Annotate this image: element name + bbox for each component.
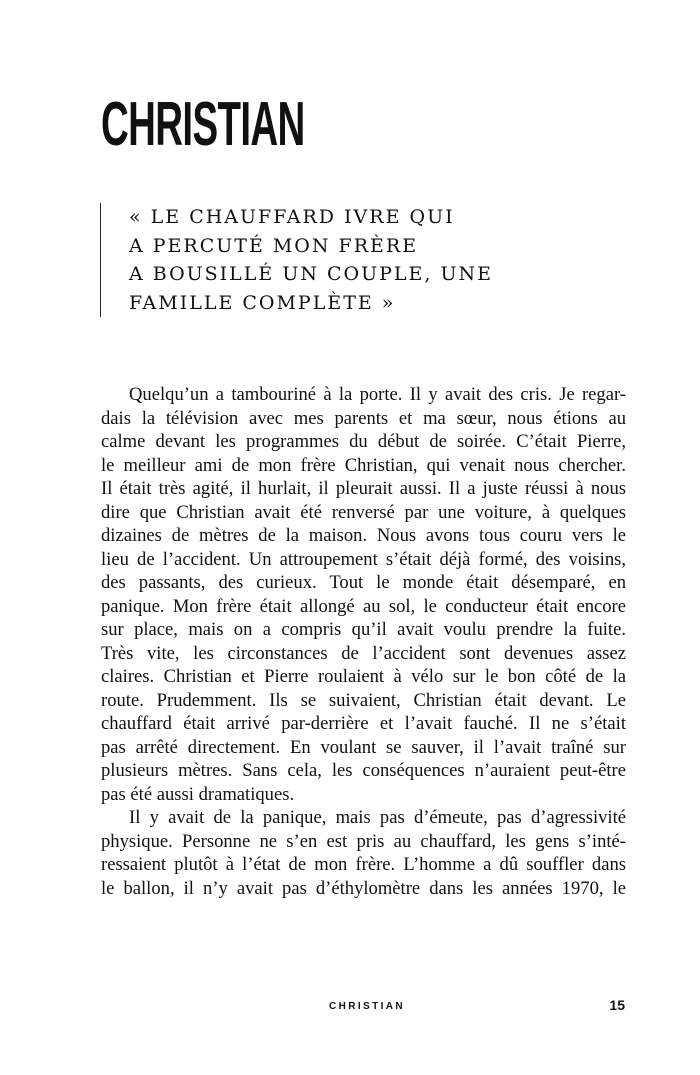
body-line: Très vite, les circonstances de l’accident sont devenues assez [101, 642, 626, 664]
body-line: Il y avait de la panique, mais pas d’émeute, pas d’agressivité [129, 807, 626, 828]
epigraph-quote [100, 203, 649, 317]
body-line: dais la télévision avec mes parents et ma sœur, nous étions au [101, 407, 626, 429]
body-line: dizaines de mètres de la maison. Nous avons tous couru vers le [101, 525, 626, 546]
body-text [101, 383, 626, 900]
running-footer-title: CHRISTIAN [329, 1001, 406, 1012]
epigraph-line: A BOUSILLÉ UN COUPLE, UNE [129, 263, 493, 285]
body-line: chauffard était arrivé par-derrière et l’avait fauché. Il ne s’était [101, 713, 626, 734]
epigraph-line: « LE CHAUFFARD IVRE QUI [129, 206, 455, 228]
body-line: pas été aussi dramatiques. [101, 783, 295, 805]
body-line: physique. Personne ne s’en est pris au chauffard, les gens s’inté- [101, 830, 626, 852]
body-line: plusieurs mètres. Sans cela, les conséquences n’auraient peut-être [101, 760, 626, 781]
body-line: Il était très agité, il hurlait, il pleurait aussi. Il a juste réussi à nous [101, 478, 626, 499]
chapter-title: CHRISTIAN [101, 90, 305, 159]
body-line: claires. Christian et Pierre roulaient à vélo sur le bon côté de la [101, 666, 626, 687]
epigraph-line: A PERCUTÉ MON FRÈRE [129, 234, 419, 257]
body-line: calme devant les programmes du début de soirée. C’était Pierre, [101, 431, 626, 452]
page-number: 15 [609, 997, 625, 1013]
body-line: le meilleur ami de mon frère Christian, qui venait nous chercher. [101, 454, 626, 476]
body-line: ressaient plutôt à l’état de mon frère. L’homme a dû souffler dans [101, 854, 626, 875]
body-line: des passants, des curieux. Tout le monde était désemparé, en [101, 572, 626, 593]
body-line: sur place, mais on a compris qu’il avait voulu prendre la fuite. [101, 619, 626, 640]
epigraph-line: FAMILLE COMPLÈTE » [129, 291, 396, 314]
body-line: panique. Mon frère était allongé au sol, le conducteur était encore [101, 595, 626, 617]
body-line: le ballon, il n’y avait pas d’éthylomètre dans les années 1970, le [101, 877, 626, 899]
body-line: dire que Christian avait été renversé par une voiture, à quelques [101, 501, 626, 523]
body-line: Quelqu’un a tambouriné à la porte. Il y avait des cris. Je regar- [129, 384, 626, 405]
body-line: route. Prudemment. Ils se suivaient, Christian était devant. Le [101, 689, 626, 711]
body-line: lieu de l’accident. Un attroupement s’était déjà formé, des voisins, [101, 548, 626, 570]
body-line: pas arrêté directement. En voulant se sauver, il l’avait traîné sur [101, 736, 626, 758]
